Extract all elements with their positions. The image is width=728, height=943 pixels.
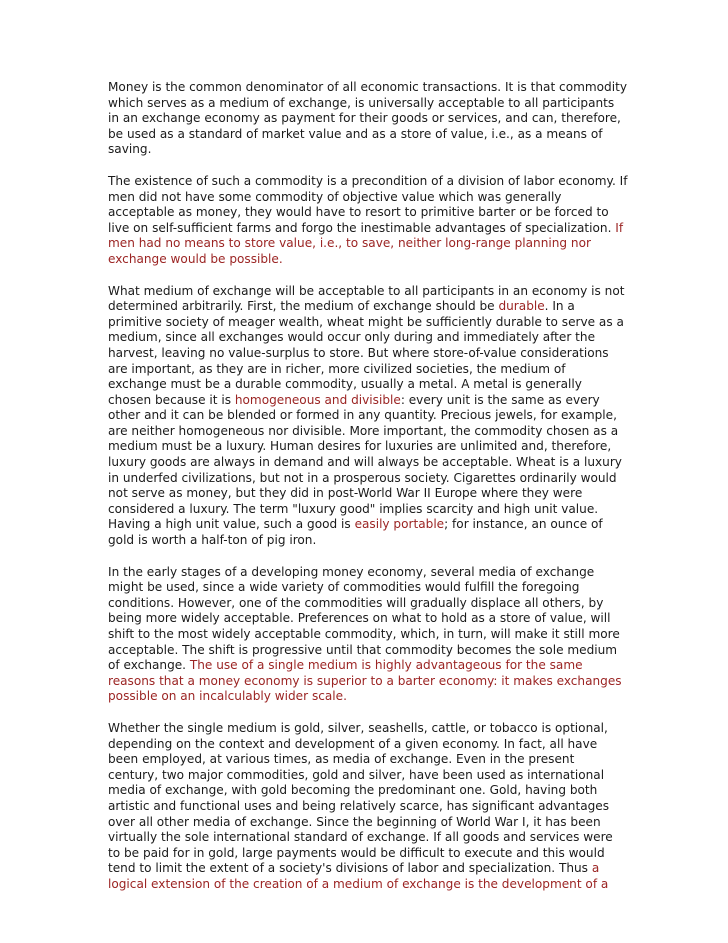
paragraph-early-stages (108, 565, 628, 705)
paragraph-precondition (108, 174, 628, 268)
text-segment: Whether the single medium is gold, silver, seashells, cattle, or tobacco is optional, depending on the context and development of a given economy. In fact, all have been employed, at various times, as media of exchange. Even in the present century, two major commodities, gold and silver, have been used as international media of exchange, with gold becoming the predominant one. Gold, having both artistic and functional uses and being relatively scarce, has significant advantages over all other media of exchange. Since the beginning of World War I, it has been virtually the sole international standard of exchange. If all goods and services were to be paid for in gold, large payments would be difficult to execute and this would tend to limit the extent of a society's divisions of labor and specialization. Thus (108, 720, 613, 876)
text-segment: The existence of such a commodity is a precondition of a division of labor economy. If men did not have some commodity of objective value which was generally acceptable as money, they would have to resort to primitive barter or be forced to live on self-sufficient farms and forgo the inestimable advantages of specialization. (108, 173, 628, 235)
text-segment: : every unit is the same as every other and it can be blended or formed in any quantity. Precious jewels, for example, are neither homogeneous nor divisible. More important, the commodity chosen as a medium must be a luxury. Human desires for luxuries are unlimited and, therefore, luxury goods are always in demand and will always be acceptable. Wheat is a luxury in underfed civilizations, but not in a prosperous society. Cigarettes ordinarily would not serve as money, but they did in post-World War II Europe where they were considered a luxury. The term "luxury good" implies scarcity and high unit value. Having a high unit value, such a good is (108, 392, 622, 532)
text-segment: ; for instance, an ounce of gold is worth a half-ton of pig iron. (108, 517, 603, 548)
document-page (108, 80, 628, 909)
text-segment: What medium of exchange will be acceptable to all participants in an economy is not determined arbitrarily. First, the medium of exchange should be (108, 283, 625, 314)
text-segment: . In a primitive society of meager wealth, wheat might be sufficiently durable to serve as a medium, since all exchanges would occur only during and immediately after the harvest, leaving no value-surplus to store. But where store-of-value considerations are important, as they are in richer, more civilized societies, the medium of exchange must be a durable commodity, usually a metal. A metal is generally chosen because it is (108, 299, 624, 407)
text-segment: Money is the common denominator of all economic transactions. It is that commodity which serves as a medium of exchange, is universally acceptable to all participants in an exchange economy as payment for their goods or services, and can, therefore, be used as a standard of market value and as a store of value, i.e., as a means of saving. (108, 80, 627, 157)
paragraph-medium-properties (108, 284, 628, 549)
paragraph-money-definition (108, 80, 628, 158)
highlighted-text: The use of a single medium is highly advantageous for the same reasons that a money economy is superior to a barter economy: it makes exchanges possible on an incalculably wider scale. (108, 658, 622, 704)
highlighted-text: If men had no means to store value, i.e., to save, neither long-range planning nor exchange would be possible. (108, 220, 624, 266)
highlighted-text: durable (498, 299, 545, 314)
text-segment: In the early stages of a developing money economy, several media of exchange might be used, since a wide variety of commodities would fulfill the foregoing conditions. However, one of the commodities will gradually displace all others, by being more widely acceptable. Preferences on what to hold as a store of value, will shift to the most widely acceptable commodity, which, in turn, will make it still more acceptable. The shift is progressive until that commodity becomes the sole medium of exchange. (108, 564, 620, 673)
paragraph-single-medium (108, 721, 628, 893)
highlighted-text: a logical extension of the creation of a medium of exchange is the development of a (108, 861, 609, 891)
highlighted-text: homogeneous and divisible (234, 392, 401, 407)
highlighted-text: easily portable (354, 517, 445, 532)
